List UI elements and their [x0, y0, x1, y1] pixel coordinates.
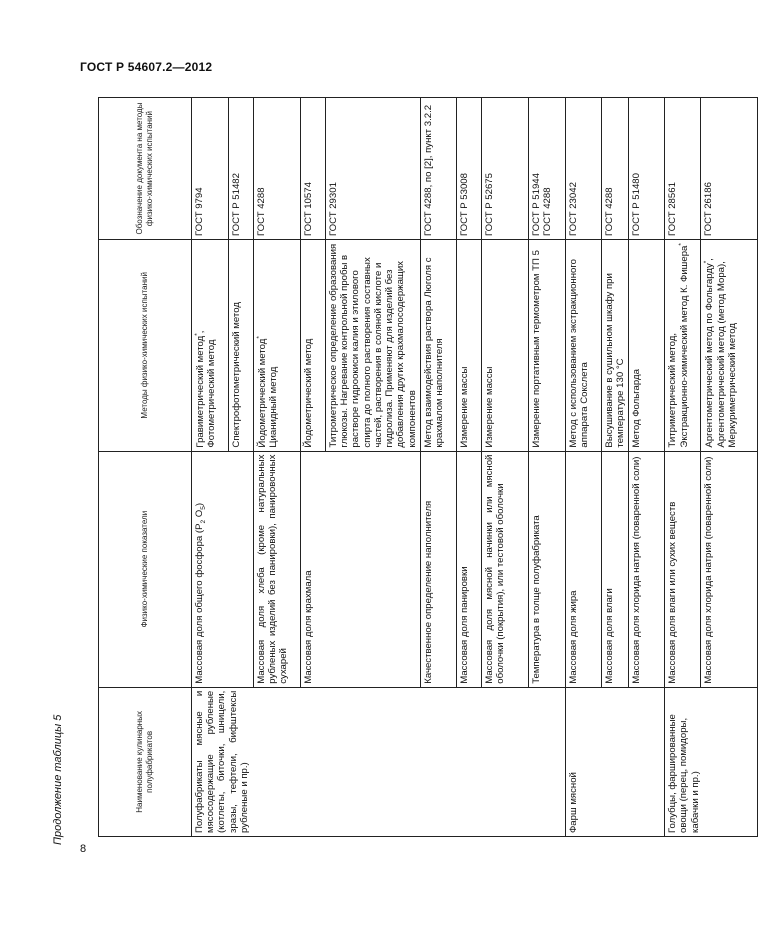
method-text: Аргентометрический метод (метод Мора), [715, 261, 727, 448]
method-text: , [704, 258, 716, 261]
indicator-cell: Массовая доля хлорида натрия (поваренной соли) [701, 451, 758, 687]
document-cell: ГОСТ 4288 [601, 98, 628, 240]
document-cell: ГОСТ 23042 [565, 98, 601, 240]
indicator-cell: Массовая доля мясной начинки или мясной оболочки (покрытия), или тестовой оболочки [481, 451, 528, 687]
col-header-indicator: Физико-химические показатели [99, 451, 192, 687]
indicator-cell: Массовая доля влаги или сухих веществ [665, 451, 701, 687]
table-row [565, 98, 601, 837]
product-cell: Фарш мясной [565, 687, 664, 836]
document-cell: ГОСТ Р 52675 [481, 98, 528, 240]
product-cell: Полуфабрикаты мясные и мясосодержащие рубленые (котлеты, биточки, шницели, зразы, тефтели, бифштексы рубленые и пр.) [192, 687, 566, 836]
subscript: 2 [199, 519, 207, 524]
document-cell: ГОСТ 4288 [254, 98, 301, 240]
indicator-cell: Массовая доля влаги [601, 451, 628, 687]
method-text: Аргентометрический метод по Фольгарду [704, 263, 716, 448]
document-cell: ГОСТ 26186 [701, 98, 758, 240]
subscript: 5 [199, 506, 207, 510]
document-cell: ГОСТ 10574 [301, 98, 326, 240]
method-cell [665, 240, 701, 452]
method-cell [701, 240, 758, 452]
method-cell: Измерение массы [456, 240, 481, 452]
indicator-text: ) [194, 502, 205, 507]
method-cell: Измерение портативным термометром ТП 5 [528, 240, 565, 452]
indicator-text: Массовая доля общего фосфора (Р [194, 523, 205, 684]
method-text: Гравиметрический метод [195, 335, 207, 448]
page-number: 8 [80, 843, 87, 855]
document-cell: ГОСТ Р 51944 ГОСТ 4288 [528, 98, 565, 240]
indicator-cell: Массовая доля хлеба (кроме натуральных рубленых изделий без панировки), панировочных сухарей [254, 451, 301, 687]
method-cell: Метод Фольгарда [629, 240, 665, 452]
indicator-text: О [194, 509, 205, 520]
indicator-cell: Температура в толще полуфабриката [528, 451, 565, 687]
table-header-row [99, 98, 192, 837]
rotated-table-container [98, 97, 738, 837]
method-cell: Измерение массы [481, 240, 528, 452]
indicator-cell: Качественное определение наполнителя [420, 451, 456, 687]
document-header: ГОСТ Р 54607.2—2012 [80, 60, 213, 74]
indicator-cell: Массовая доля хлорида натрия (поваренной соли) [629, 451, 665, 687]
footnote-mark: * [256, 336, 263, 339]
col-header-method: Методы физико-химических испытаний [99, 240, 192, 452]
indicator-cell: Массовая доля жира [565, 451, 601, 687]
indicator-cell [192, 451, 254, 687]
col-header-product: Наименование кулинарных полуфабрикатов [99, 687, 192, 836]
document-cell: ГОСТ 29301 [326, 98, 421, 240]
footnote-mark: * [678, 243, 686, 246]
table-row [665, 98, 701, 837]
footnote-mark: * [194, 333, 201, 336]
footnote-mark: * [703, 260, 711, 264]
document-cell: ГОСТ Р 53008 [456, 98, 481, 240]
indicator-cell: Массовая доля крахмала [301, 451, 421, 687]
product-cell: Голубцы, фаршированные овощи (перец, помидоры, кабачки и пр.) [665, 687, 758, 836]
method-text: Меркуриметрический метод [726, 323, 738, 448]
document-cell: ГОСТ Р 51482 [229, 98, 254, 240]
method-text: Титриметрический метод, [667, 332, 679, 448]
document-cell: ГОСТ 9794 [192, 98, 229, 240]
col-header-document: Обозначение документа на методы физико-химических испытаний [99, 98, 192, 240]
physico-chemical-methods-table [98, 97, 758, 837]
method-cell: Спектрофотометрический метод [229, 240, 254, 452]
method-cell [192, 240, 229, 452]
method-text: Экстракционно-химический метод К. Фишера [679, 245, 691, 448]
method-cell: Высушивание в сушильном шкафу при температуре 130 °С [601, 240, 628, 452]
method-text: Йодометрический метод [257, 338, 269, 448]
method-cell: Титрометрическое определение образования глюкозы. Нагревание контрольной пробы в растворе гидроокиси калия и этилового спирта до полного растворения составных частей, растворения в соляной кислоте и гидролиза. Применяют для изделий без добавления других крахмалосодержащих компонентов [326, 240, 421, 452]
document-cell: ГОСТ 4288, по [2], пункт 3.2.2 [420, 98, 456, 240]
method-cell: Метод с использованием экстракционного аппарата Сокслета [565, 240, 601, 452]
table-caption: Продолжение таблицы 5 [52, 714, 64, 845]
method-text: , [195, 330, 207, 334]
method-cell: Йодометрический метод [301, 240, 326, 452]
document-cell: ГОСТ Р 51480 [629, 98, 665, 240]
document-cell: ГОСТ 28561 [665, 98, 701, 240]
indicator-cell: Массовая доля панировки [456, 451, 481, 687]
method-cell: Метод взаимодействия раствора Люголя с крахмалом наполнителя [420, 240, 456, 452]
table-row [192, 98, 229, 837]
method-text: Фотометрический метод [206, 339, 218, 448]
method-text: Цианидный метод [268, 366, 280, 448]
method-cell [254, 240, 301, 452]
